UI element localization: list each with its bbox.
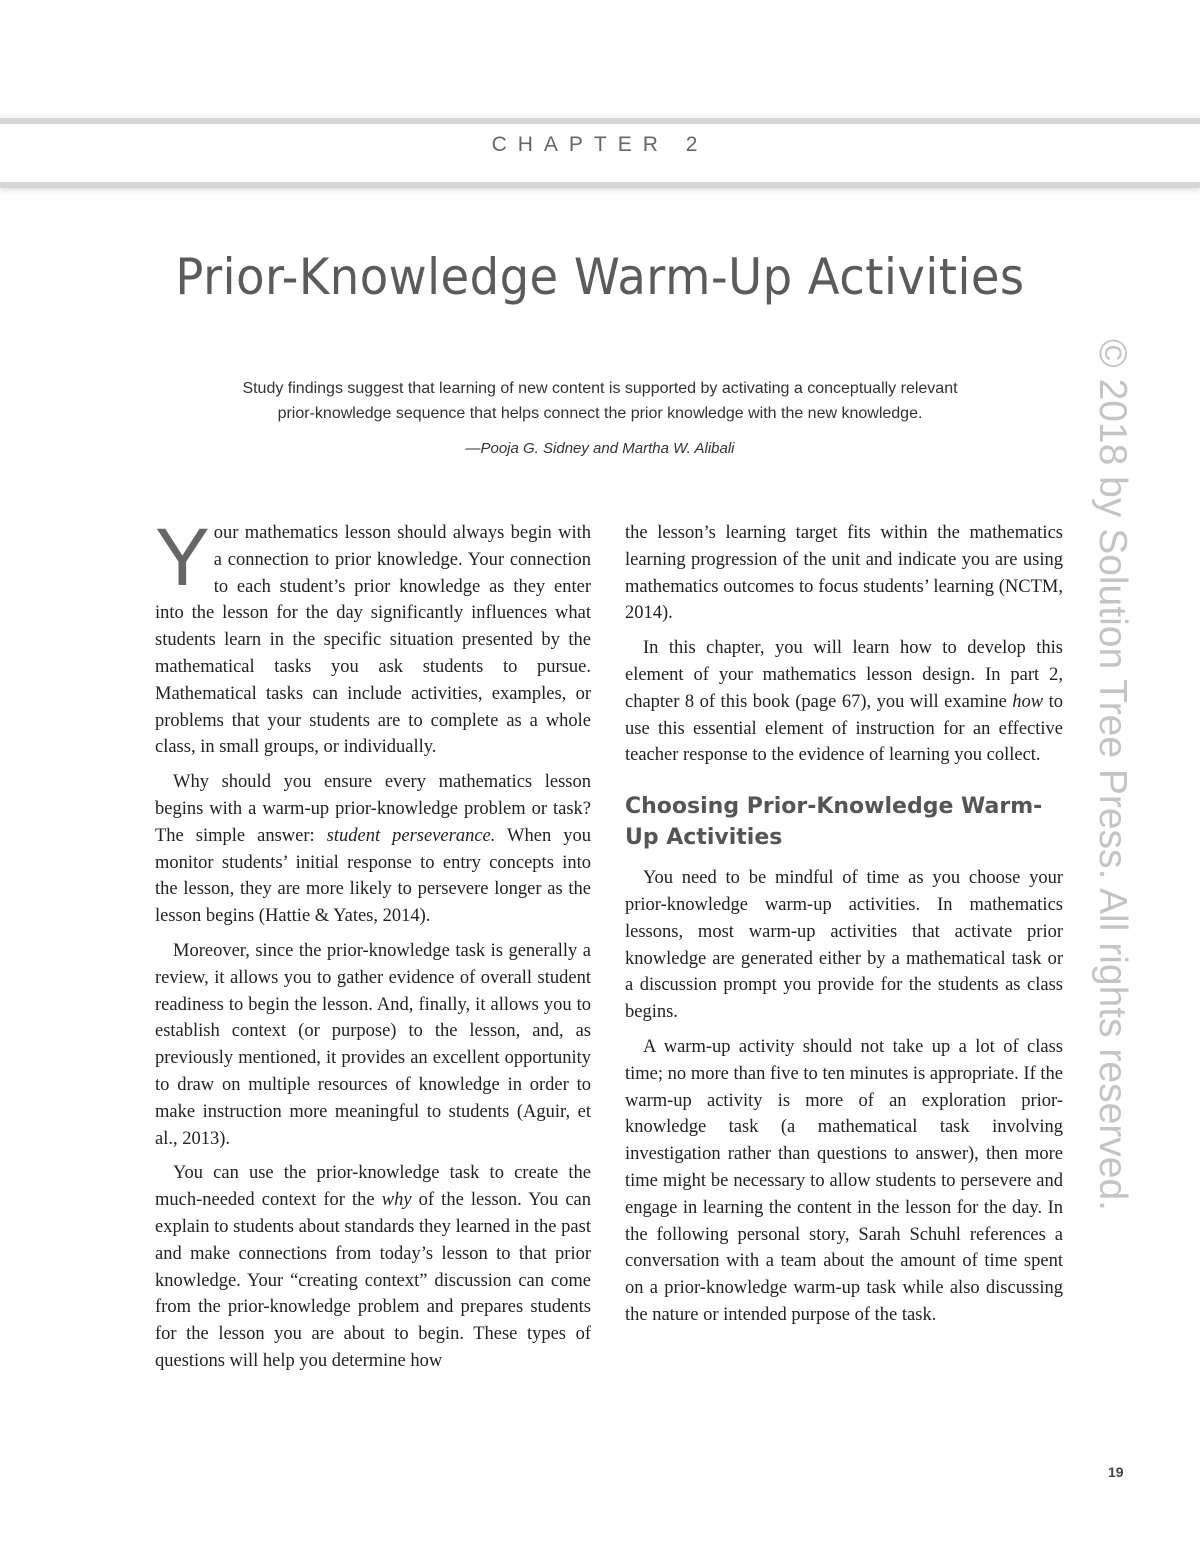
epigraph <box>150 376 1050 461</box>
paragraph: the lesson’s learning target fits within the mathematics learning progression of the unit and indicate you are using mathematics outcomes to focus students’ learning (NCTM, 2014). <box>625 523 1063 624</box>
paragraph: You need to be mindful of time as you choose your prior-knowledge warm-up activities. In mathematics lessons, most warm-up activities that activate prior knowledge are generated either by a mathematical task or a discussion prompt you provide for the students as class begins. <box>625 868 1063 1023</box>
epigraph-line-1: Study findings suggest that learning of new content is supported by activating a conceptually relevant <box>242 380 958 397</box>
watermark-text: © 2018 by Solution Tree Press. All rights reserved. <box>1091 339 1134 1211</box>
paragraph <box>155 512 591 761</box>
paragraph: A warm-up activity should not take up a lot of class time; no more than five to ten minutes is appropriate. If the warm-up activity is more of an exploration prior-knowledge task (a mathematical task involving investigation rather than questions to answer), then more time might be necessary to allow students to persevere and engage in learning the content in the lesson for the day. In the following personal story, Sarah Schuhl references a conversation with a team about the amount of time spent on a prior-knowledge warm-up task while also discussing the nature or intended purpose of the task. <box>625 1036 1063 1325</box>
emphasis-text: why <box>381 1190 412 1211</box>
paragraph <box>155 769 591 930</box>
chapter-title: Prior-Knowledge Warm-Up Activities <box>175 248 1025 306</box>
paragraph-text: Why should you ensure every mathematics lesson begins with a warm-up prior-knowledge problem or task? The simple answer: <box>155 772 591 846</box>
emphasis-text: how <box>1012 691 1044 712</box>
paragraph <box>155 1160 591 1374</box>
paragraph-text: When you monitor students’ initial response to entry concepts into the lesson, they are more likely to persevere longer as the lesson begins (Hattie & Yates, 2014). <box>155 825 591 927</box>
chapter-label: CHAPTER 2 <box>491 133 709 156</box>
drop-cap: Y <box>155 512 210 603</box>
paragraph-text: You can use the prior-knowledge task to create the much-needed context for the <box>155 1163 591 1211</box>
epigraph-line-2: prior-knowledge sequence that helps connect the prior knowledge with the new knowledge. <box>277 405 923 422</box>
epigraph-attribution: —Pooja G. Sidney and Martha W. Alibali <box>465 440 735 457</box>
paragraph-text: our mathematics lesson should always begin with a connection to prior knowledge. Your connection to each student’s prior knowledge as they enter into the lesson for the day significantly influences what students learn in the specific situation presented by the mathematical tasks you ask students to pursue. Mathematical tasks can include activities, examples, or problems that your students are to complete as a whole class, in small groups, or individually. <box>155 523 591 758</box>
right-column <box>625 520 1063 1337</box>
paragraph: Moreover, since the prior-knowledge task is generally a review, it allows you to gather evidence of overall student readiness to begin the lesson. And, finally, it allows you to establish context (or purpose) to the lesson, and, as previously mentioned, it provides an excellent opportunity to draw on multiple resources of knowledge in order to make instruction more meaningful to students (Aguir, et al., 2013). <box>155 940 591 1149</box>
paragraph-text: In this chapter, you will learn how to develop this element of your mathematics lesson design. In part 2, chapter 8 of this book (page 67), you will examine <box>625 638 1063 712</box>
left-column <box>155 512 591 1383</box>
emphasis-text: student perseverance. <box>326 825 496 846</box>
paragraph-text: to use this essential element of instruction for an effective teacher response to the evidence of learning you collect. <box>625 691 1064 766</box>
paragraph-text: of the lesson. You can explain to students about standards they learned in the past and make connections from today’s lesson to that prior knowledge. Your “creating context” discussion can come from the prior-knowledge problem and prepares students for the lesson you are about to begin. These types of questions will help you determine how <box>155 1190 591 1371</box>
section-heading: Choosing Prior-Knowledge Warm-Up Activities <box>625 794 1043 851</box>
paragraph <box>625 635 1063 769</box>
page-number: 19 <box>1108 1464 1124 1480</box>
